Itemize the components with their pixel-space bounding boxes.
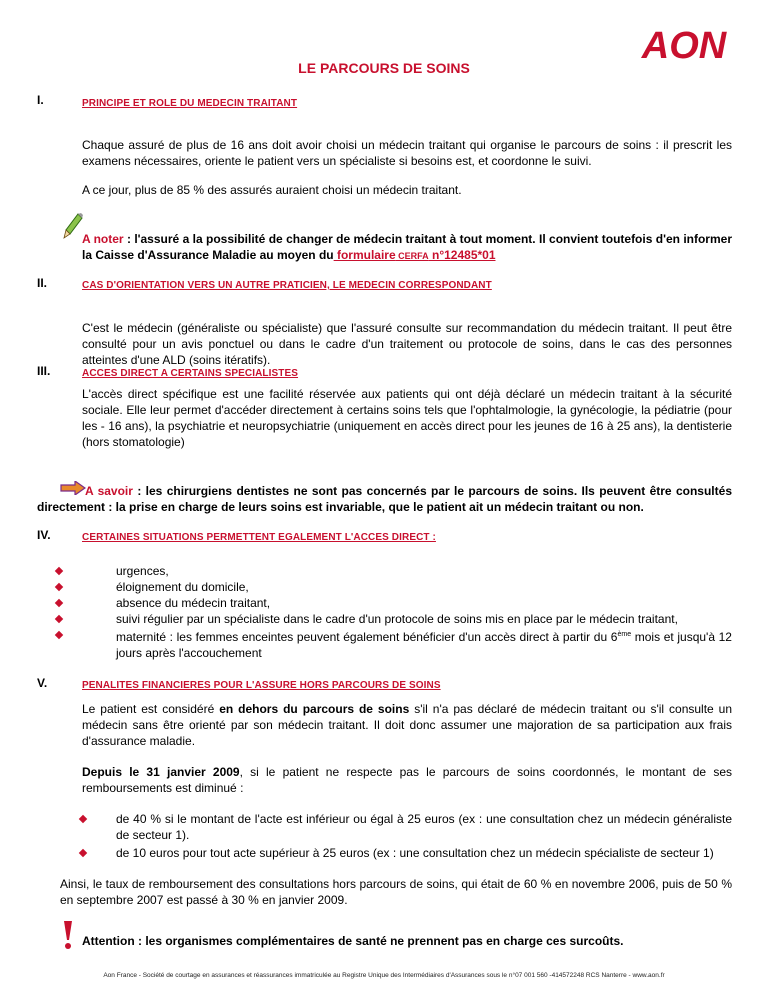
list-item-text: suivi régulier par un spécialiste dans le cadre d'un protocole de soins mis en place par le médecin traitant, bbox=[116, 612, 678, 626]
bullet-icon bbox=[55, 583, 63, 591]
bullet-icon bbox=[55, 599, 63, 607]
note-label: A noter bbox=[82, 232, 124, 246]
section-number: III. bbox=[37, 364, 51, 378]
list-item bbox=[82, 845, 732, 861]
savoir-paragraph bbox=[37, 483, 732, 515]
section-number: II. bbox=[37, 276, 48, 290]
list-item bbox=[82, 563, 732, 579]
cerfa-label[interactable]: CERFA bbox=[395, 251, 429, 261]
note-text: : l'assuré a la possibilité de changer de médecin traitant à tout moment. Il convient toutefois d'en informer la Caisse d'Assurance Maladie au moyen du bbox=[82, 232, 732, 262]
section-title: PENALITES FINANCIERES POUR L'ASSURE HORS PARCOURS DE SOINS bbox=[82, 680, 441, 691]
bullet-icon bbox=[55, 567, 63, 575]
footer: Aon France - Société de courtage en assurances et réassurances immatriculée au Registre Unique des Intermédiaires d'Assurances sous le n°07 001 560 -414572248 RCS Nanterre - www.aon.fr bbox=[103, 972, 665, 979]
list-item bbox=[82, 611, 732, 627]
paragraph: Ainsi, le taux de remboursement des consultations hors parcours de soins, qui était de 60 % en novembre 2006, puis de 50 % en septembre 2007 est passé à 30 % en janvier 2009. bbox=[60, 877, 732, 907]
bullet-icon bbox=[55, 615, 63, 623]
list-item bbox=[82, 595, 732, 611]
section-number: V. bbox=[37, 676, 48, 690]
list-item-text: de 40 % si le montant de l'acte est inférieur ou égal à 25 euros (ex : une consultation chez un médecin généraliste de secteur 1). bbox=[116, 812, 732, 842]
note-paragraph bbox=[82, 231, 732, 264]
section-number: IV. bbox=[37, 528, 51, 542]
list-item bbox=[82, 811, 732, 845]
list-item bbox=[82, 627, 732, 659]
list-item-text: de 10 euros pour tout acte supérieur à 25 euros (ex : une consultation chez un médecin spécialiste de secteur 1) bbox=[116, 846, 714, 860]
list-item-text: maternité : les femmes enceintes peuvent également bénéficier d'un accès direct à partir du 6ème mois et jusqu'à 12 jours après l'accouchement bbox=[116, 630, 732, 660]
savoir-label: A savoir bbox=[85, 484, 133, 498]
bullet-icon bbox=[55, 631, 63, 639]
list-item bbox=[82, 579, 732, 595]
form-link[interactable]: formulaire bbox=[333, 248, 396, 262]
list-item-text: éloignement du domicile, bbox=[116, 580, 249, 594]
list-item-text: absence du médecin traitant, bbox=[116, 596, 271, 610]
pencil-icon bbox=[62, 212, 84, 240]
page-title: LE PARCOURS DE SOINS bbox=[298, 60, 470, 76]
attention-text: Attention : les organismes complémentaires de santé ne prennent pas en charge ces surcoûts. bbox=[82, 934, 624, 948]
section-number: I. bbox=[37, 93, 44, 107]
section-title: ACCES DIRECT A CERTAINS SPECIALISTES bbox=[82, 368, 299, 379]
access-list bbox=[82, 563, 732, 659]
paragraph: C'est le médecin (généraliste ou spécialiste) que l'assuré consulte sur recommandation du médecin traitant. Il peut être consulté pour un avis ponctuel ou dans le cadre d'un traitement ou protocole de soins, dans le cas des personnes atteintes d'une ALD (soins itératifs). bbox=[82, 321, 732, 367]
bullet-icon bbox=[79, 815, 87, 823]
bullet-icon bbox=[79, 849, 87, 857]
aon-logo-text: AON bbox=[641, 25, 727, 66]
paragraph: Le patient est considéré en dehors du parcours de soins s'il n'a pas déclaré de médecin traitant ou s'il consulte un médecin sans être orienté par son médecin traitant. Il doit donc assumer une majoration de sa participation aux frais d'assurance maladie. bbox=[82, 702, 733, 748]
list-item-text: urgences, bbox=[116, 564, 169, 578]
paragraph: L'accès direct spécifique est une facilité réservée aux patients qui ont déjà déclaré un médecin traitant à la sécurité sociale. Elle leur permet d'accéder directement à certains soins tels que l'ophtalmologie, la gynécologie, la pédiatrie (pour les - 16 ans), la psychiatrie et neuropsychiatrie (uniquement en accès direct pour les jeunes de 16 à 25 ans), la dentisterie (hors stomatologie) bbox=[82, 387, 732, 449]
section-title: CAS D'ORIENTATION VERS UN AUTRE PRATICIEN, LE MEDECIN CORRESPONDANT bbox=[82, 280, 492, 291]
paragraph: A ce jour, plus de 85 % des assurés auraient choisi un médecin traitant. bbox=[82, 183, 462, 197]
cerfa-number[interactable]: n°12485*01 bbox=[428, 248, 496, 262]
paragraph: Depuis le 31 janvier 2009, si le patient ne respecte pas le parcours de soins coordonnés, le montant de ses remboursements est diminué : bbox=[82, 765, 732, 795]
section-title: CERTAINES SITUATIONS PERMETTENT EGALEMENT L'ACCES DIRECT : bbox=[82, 532, 436, 543]
section-title: PRINCIPE ET ROLE DU MEDECIN TRAITANT bbox=[82, 98, 298, 109]
exclamation-icon bbox=[62, 920, 74, 950]
penalty-list bbox=[82, 811, 732, 861]
savoir-text: : les chirurgiens dentistes ne sont pas concernés par le parcours de soins. Ils peuvent être consultés directement : la prise en charge de leurs soins est invariable, que le patient ait un médecin traitant ou non. bbox=[37, 484, 732, 514]
paragraph: Chaque assuré de plus de 16 ans doit avoir choisi un médecin traitant qui organise le parcours de soins : il prescrit les examens nécessaires, oriente le patient vers un spécialiste si besoins est, et coordonne le suivi. bbox=[82, 138, 732, 168]
